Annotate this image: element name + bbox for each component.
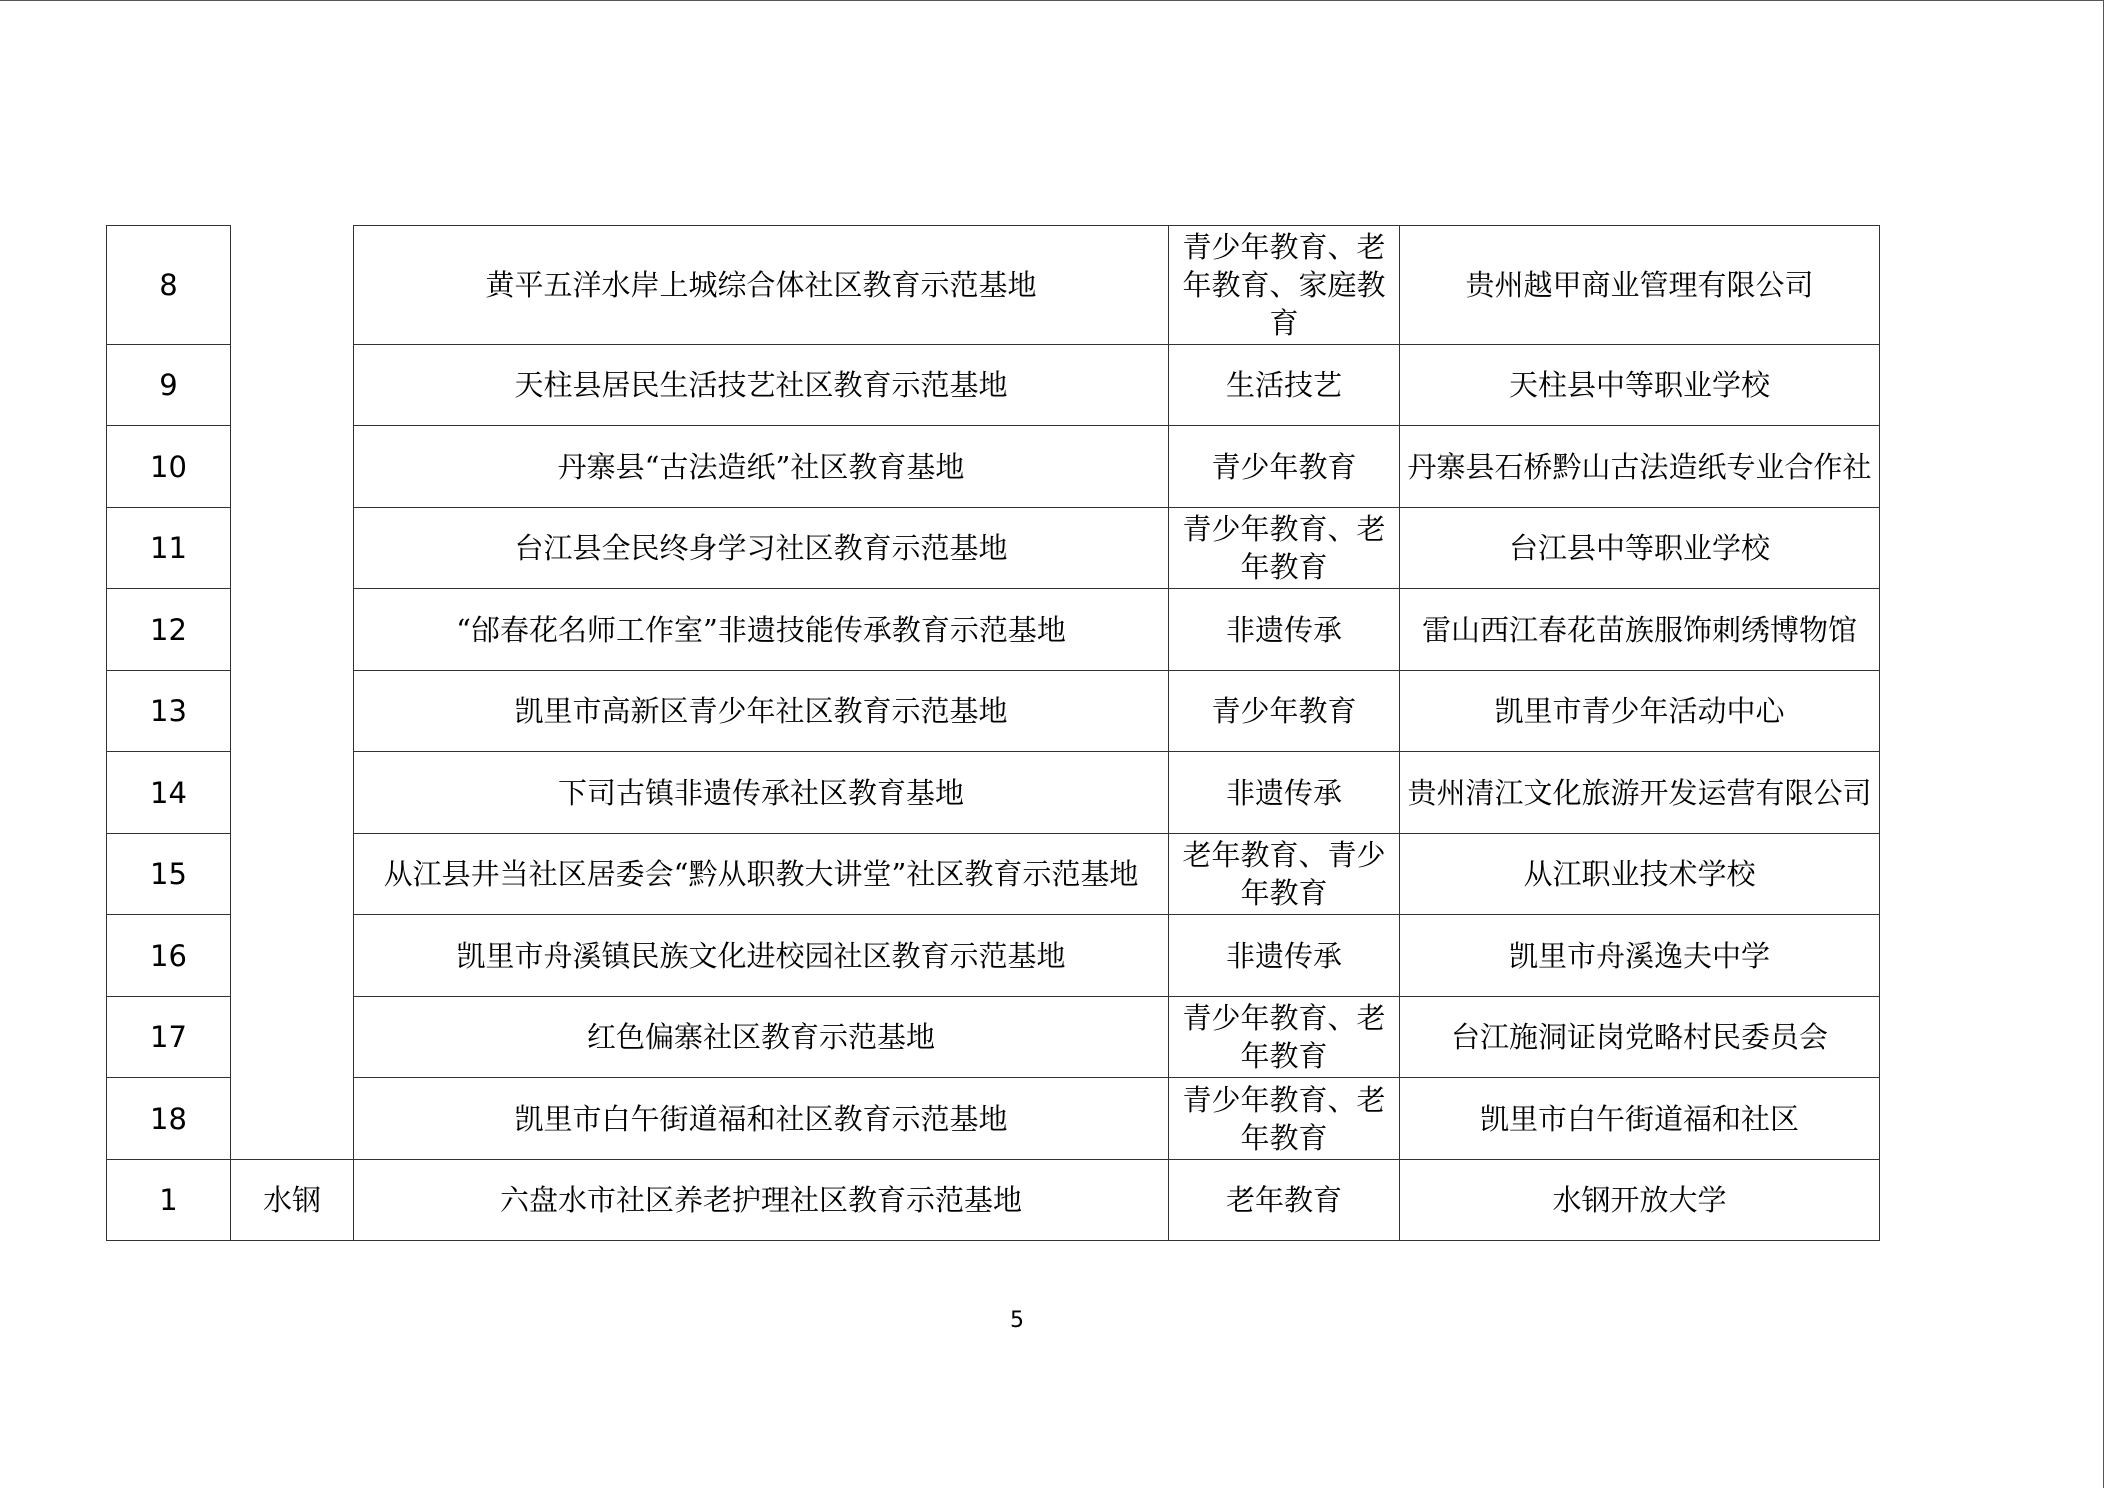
host-unit-cell: 丹寨县石桥黔山古法造纸专业合作社 bbox=[1400, 426, 1880, 508]
table-row bbox=[107, 345, 1880, 426]
education-type-cell: 非遗传承 bbox=[1169, 752, 1400, 834]
table-row bbox=[107, 752, 1880, 834]
host-unit-cell: 凯里市白午街道福和社区 bbox=[1400, 1078, 1880, 1160]
base-name-cell: 凯里市舟溪镇民族文化进校园社区教育示范基地 bbox=[354, 915, 1169, 997]
education-type-cell: 青少年教育 bbox=[1169, 671, 1400, 752]
base-name-cell: 红色偏寨社区教育示范基地 bbox=[354, 997, 1169, 1078]
table-row bbox=[107, 915, 1880, 997]
education-type-cell: 老年教育、青少年教育 bbox=[1169, 834, 1400, 915]
base-name-cell: 凯里市白午街道福和社区教育示范基地 bbox=[354, 1078, 1169, 1160]
row-number: 8 bbox=[107, 226, 231, 345]
host-unit-cell: 台江施洞证岗党略村民委员会 bbox=[1400, 997, 1880, 1078]
host-unit-cell: 凯里市青少年活动中心 bbox=[1400, 671, 1880, 752]
education-type-cell: 青少年教育 bbox=[1169, 426, 1400, 508]
education-type-cell: 生活技艺 bbox=[1169, 345, 1400, 426]
table-row bbox=[107, 997, 1880, 1078]
region-cell-merged bbox=[231, 226, 354, 1160]
page-edge-top bbox=[0, 0, 2104, 1]
base-name-cell: 凯里市高新区青少年社区教育示范基地 bbox=[354, 671, 1169, 752]
host-unit-cell: 贵州越甲商业管理有限公司 bbox=[1400, 226, 1880, 345]
row-number: 13 bbox=[107, 671, 231, 752]
row-number: 12 bbox=[107, 589, 231, 671]
table-row bbox=[107, 226, 1880, 345]
host-unit-cell: 天柱县中等职业学校 bbox=[1400, 345, 1880, 426]
table-row bbox=[107, 671, 1880, 752]
host-unit-cell: 贵州清江文化旅游开发运营有限公司 bbox=[1400, 752, 1880, 834]
table-row bbox=[107, 1160, 1880, 1241]
base-name-cell: 黄平五洋水岸上城综合体社区教育示范基地 bbox=[354, 226, 1169, 345]
base-name-cell: 丹寨县“古法造纸”社区教育基地 bbox=[354, 426, 1169, 508]
table-row bbox=[107, 426, 1880, 508]
base-list-table bbox=[106, 225, 1880, 1241]
table-row bbox=[107, 508, 1880, 589]
row-number: 11 bbox=[107, 508, 231, 589]
row-number: 15 bbox=[107, 834, 231, 915]
host-unit-cell: 凯里市舟溪逸夫中学 bbox=[1400, 915, 1880, 997]
education-type-cell: 青少年教育、老年教育、家庭教育 bbox=[1169, 226, 1400, 345]
table-row bbox=[107, 589, 1880, 671]
host-unit-cell: 水钢开放大学 bbox=[1400, 1160, 1880, 1241]
host-unit-cell: 从江职业技术学校 bbox=[1400, 834, 1880, 915]
base-name-cell: 从江县井当社区居委会“黔从职教大讲堂”社区教育示范基地 bbox=[354, 834, 1169, 915]
region-cell: 水钢 bbox=[231, 1160, 354, 1241]
education-type-cell: 非遗传承 bbox=[1169, 915, 1400, 997]
host-unit-cell: 台江县中等职业学校 bbox=[1400, 508, 1880, 589]
base-name-cell: 天柱县居民生活技艺社区教育示范基地 bbox=[354, 345, 1169, 426]
row-number: 9 bbox=[107, 345, 231, 426]
row-number: 14 bbox=[107, 752, 231, 834]
host-unit-cell: 雷山西江春花苗族服饰刺绣博物馆 bbox=[1400, 589, 1880, 671]
education-type-cell: 老年教育 bbox=[1169, 1160, 1400, 1241]
row-number: 18 bbox=[107, 1078, 231, 1160]
education-type-cell: 青少年教育、老年教育 bbox=[1169, 997, 1400, 1078]
row-number: 10 bbox=[107, 426, 231, 508]
row-number: 17 bbox=[107, 997, 231, 1078]
base-name-cell: 六盘水市社区养老护理社区教育示范基地 bbox=[354, 1160, 1169, 1241]
education-type-cell: 非遗传承 bbox=[1169, 589, 1400, 671]
page-number: 5 bbox=[1010, 1308, 1024, 1333]
education-type-cell: 青少年教育、老年教育 bbox=[1169, 508, 1400, 589]
table-row bbox=[107, 1078, 1880, 1160]
base-name-cell: 台江县全民终身学习社区教育示范基地 bbox=[354, 508, 1169, 589]
row-number: 16 bbox=[107, 915, 231, 997]
base-name-cell: 下司古镇非遗传承社区教育基地 bbox=[354, 752, 1169, 834]
row-number: 1 bbox=[107, 1160, 231, 1241]
base-name-cell: “邰春花名师工作室”非遗技能传承教育示范基地 bbox=[354, 589, 1169, 671]
table-row bbox=[107, 834, 1880, 915]
education-type-cell: 青少年教育、老年教育 bbox=[1169, 1078, 1400, 1160]
